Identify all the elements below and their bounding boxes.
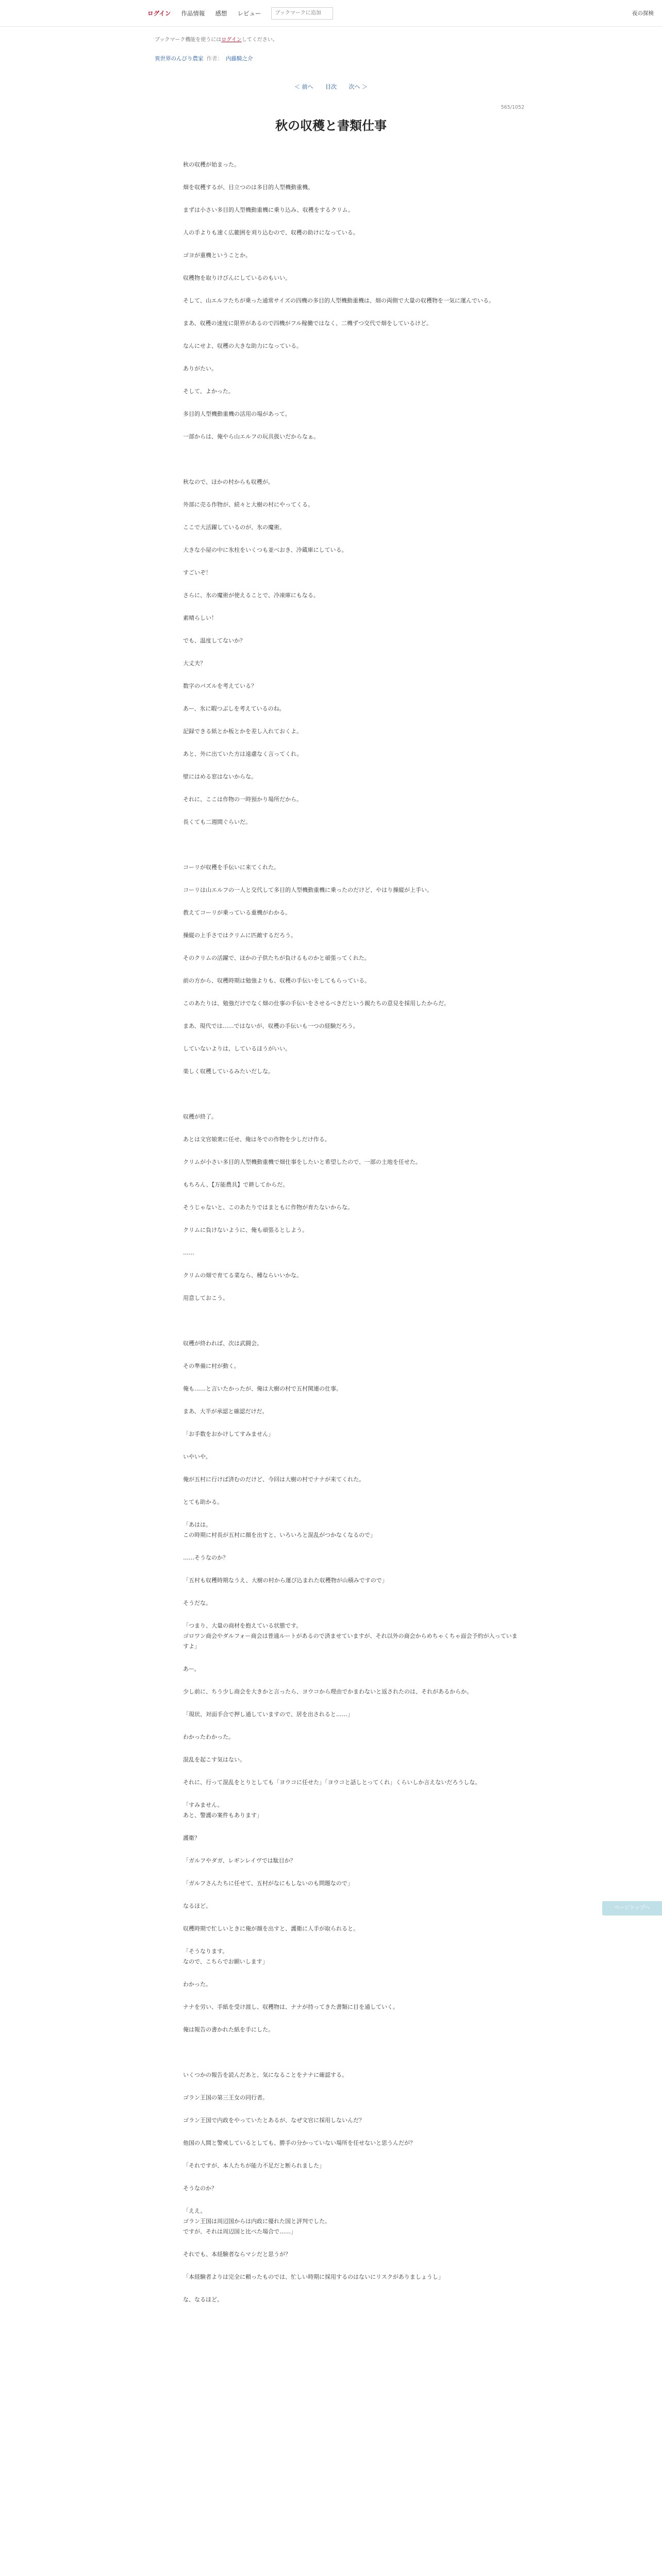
body-paragraph: クリムの畑で育てる菜なら、種ならいいかな。 [183,1272,302,1279]
toc-link[interactable]: 目次 [325,83,337,90]
body-paragraph: なんにせよ、収穫の大きな助力になっている。 [183,343,302,349]
body-paragraph: それでも、本経験者ならマシだと思うが？ [183,2251,291,2258]
nav-novel-info[interactable]: 作品情報 [181,9,205,17]
notice-login-link[interactable]: ログイン [221,37,242,43]
nav-reviews[interactable]: レビュー [237,9,261,17]
bookmark-notice [155,35,278,43]
body-paragraph: 俺も……と言いたかったが、俺は大樹の村で五村関連の仕事。 [183,1385,342,1392]
body-paragraph: その準備に村が動く。 [183,1363,240,1369]
body-paragraph [183,454,518,477]
body-paragraph: そうじゃないと、このあたりではまともに作物が育たないからな。 [183,1204,353,1211]
body-paragraph: 「現状、対面手合で押し通していますので、居を出されると……」 [183,1711,353,1718]
body-paragraph: 数字のパズルを考えている？ [183,683,257,689]
body-paragraph: …… [183,1249,194,1256]
body-paragraph: 収穫時期で忙しいときに俺が顔を出すと、護衛に人手が取られると。 [183,1925,359,1932]
login-link[interactable]: ログイン [147,9,171,17]
body-paragraph: 多目的人型機動重機の活用の場があって。 [183,411,291,417]
body-paragraph: 秋なので、ほかの村からも収穫が。 [183,479,274,485]
body-paragraph: 秋の収穫が始まった。 [183,161,240,168]
body-paragraph: 壁にはめる窓はないからな。 [183,773,257,780]
body-paragraph: なるほど。 [183,1903,211,1909]
body-paragraph: コーリが収穫を手伝いに来てくれた。 [183,864,279,871]
body-paragraph: もちろん、【万能農具】で耕してからだ。 [183,1181,289,1188]
breadcrumb [155,55,253,62]
page-top-button[interactable]: ページトップへ [602,1901,662,1916]
body-paragraph [183,840,518,862]
chapter-pager [0,82,662,91]
body-paragraph: 混乱を起こす気はない。 [183,1756,245,1763]
body-paragraph: 楽しく収穫しているみたいだしな。 [183,1068,274,1075]
notice-suffix: してください。 [241,37,278,43]
body-paragraph: 「そうなります。 なので、こちらでお願いします」 [183,1948,268,1965]
body-paragraph [183,1316,518,1338]
body-paragraph: 大丈夫？ [183,660,206,667]
body-paragraph: 長くても二週間ぐらいだ。 [183,819,251,825]
body-paragraph: そのクリムの活躍で、ほかの子供たちが負けるものかと頑張ってくれた。 [183,955,370,961]
body-paragraph: ここで大活躍しているのが、氷の魔術。 [183,524,285,531]
body-paragraph: ゴラン王国の第三王女の同行者。 [183,2094,268,2101]
bookmark-input[interactable] [271,7,333,20]
breadcrumb-novel-title[interactable]: 異世界のんびり農家 [155,56,204,62]
notice-prefix: ブックマーク機能を使うには [155,37,222,43]
body-paragraph: それに、行って混乱をとりとしても「ヨウコに任せた」「ヨウコと話しとってくれ」くらいしか言えないだろうしな。 [183,1779,481,1786]
chapter-body [183,160,518,2317]
body-paragraph: 「あはは。 この時期に村長が五村に顔を出すと、いろいろと混乱がつかなくなるので」 [183,1521,376,1538]
body-paragraph: あと、外に出ていた方は遠慮なく言ってくれ。 [183,751,303,757]
body-paragraph: そして、よかった。 [183,388,234,395]
body-paragraph: 少し前に、ちう少し商会を大きかと言ったら、ヨウコから理由でかまわないと返されたのは、それがあるからか。 [183,1688,472,1695]
body-paragraph: まずは小さい多目的人型機動重機に乗り込み、収穫をするクリム。 [183,207,354,213]
prev-chapter-link[interactable]: ＜ 前へ [294,83,313,90]
body-paragraph: ゴヨが重機ということか。 [183,252,251,259]
body-paragraph: 用意しておこう。 [183,1295,228,1301]
body-paragraph: 素晴らしい！ [183,615,217,621]
body-paragraph: このあたりは、勉強だけでなく畑の仕事の手伝いをさせるべきだという親たちの意見を採用したからだ。 [183,1000,450,1007]
body-paragraph: コーリは山エルフの一人と交代して多目的人型機動重機に乗ったのだけど、やはり操縦が上手い。 [183,887,433,893]
body-paragraph: 他国の人間と警戒しているとしても、勝手の分かっていない場所を任せないと思うんだが？ [183,2140,416,2146]
body-paragraph: 前の方から、収穫時期は勉強よりも、収穫の手伝いをしてもらっている。 [183,977,370,984]
body-paragraph: 「お手数をおかけしてすみません」 [183,1431,274,1437]
body-paragraph: 「ガルフやダガ、レギンレイヴでは駄目か？ [183,1857,296,1864]
body-paragraph [183,1089,518,1112]
body-paragraph: ありがたい。 [183,365,217,372]
body-paragraph: 一部からは、俺やら山エルフの玩具扱いだからなぁ。 [183,433,319,440]
body-paragraph: まあ、収穫の速度に限界があるので四機がフル稼働ではなく、二機ずつ交代で畑をしているけど。 [183,320,432,327]
breadcrumb-author-label: 作者： [206,56,223,62]
body-paragraph: でも、温度してないか？ [183,637,245,644]
body-paragraph: 「すみません。 あと、警護の案件もあります」 [183,1802,262,1819]
body-paragraph: わかったわかった。 [183,1734,234,1740]
body-paragraph: ……そうなのか？ [183,1554,228,1561]
body-paragraph: 「ええ。 ゴラン王国は周辺国からは内政に優れた国と評判でした。 ですが、それは周辺国と比べた場合で……」 [183,2208,330,2235]
body-paragraph: あー、氷に暇つぶしを考えているのね。 [183,705,285,712]
body-paragraph [183,2047,518,2070]
site-header [0,0,662,27]
body-paragraph: すごいぞ！ [183,569,211,576]
body-paragraph: 記録できる紙とか板とかを差し入れておくよ。 [183,728,302,735]
body-paragraph: 収穫が終われば、次は武闘会。 [183,1340,262,1347]
chapter-title: 秋の収穫と書類仕事 [275,118,387,133]
body-paragraph: あとは文官娘衆に任せ、俺は冬での作物を少しだけ作る。 [183,1136,330,1143]
body-paragraph: まあ、現代では……ではないが、収穫の手伝いも一つの経験だろう。 [183,1023,359,1029]
body-paragraph: 教えてコーリが乗っている重機がわかる。 [183,909,291,916]
body-paragraph: 「本経験者よりは完全に頼ったものでは、忙しい時期に採用するのはないにリスクがありましょうし」 [183,2274,444,2280]
body-paragraph: 「それですが、本人たちが能力不足だと断られました」 [183,2162,325,2169]
body-paragraph: 俺が五村に行けば済むのだけど、今回は大樹の村でナナが来てくれた。 [183,1476,365,1483]
body-paragraph: とても助かる。 [183,1499,223,1505]
body-paragraph: わかった。 [183,1981,211,1988]
body-paragraph: 収穫物を取りけびんにしているのもいい。 [183,275,291,281]
body-paragraph: さらに、氷の魔術が使えることで、冷凍庫にもなる。 [183,592,319,599]
body-paragraph: 「五村も収穫時期なうえ、大樹の村から運び込まれた収穫物が山積みですので」 [183,1577,388,1584]
body-paragraph: いくつかの報告を読んだあと、気になることをナナに確認する。 [183,2072,347,2078]
body-paragraph: ナナを労い、手紙を受け渡し、収穫物は、ナナが持ってきた書類に目を通していく。 [183,2004,399,2010]
body-paragraph: 操縦の上手さではクリムに匹敵するだろう。 [183,932,296,939]
body-paragraph: 外部に売る作物が、続々と大樹の村にやってくる。 [183,501,313,508]
body-paragraph: 大きな小屋の中に氷柱をいくつも並べおき、冷蔵庫にしている。 [183,547,347,553]
body-paragraph: な、なるほど。 [183,2296,223,2303]
darkmode-toggle[interactable]: 夜の探検 [632,10,654,16]
breadcrumb-author[interactable]: 内藤騎之介 [226,56,253,62]
body-paragraph: 人の手よりも速く広範囲を刈り込むので、収穫の助けになっている。 [183,229,359,236]
body-paragraph: クリムが小さい多目的人型機動重機で畑仕事をしたいと希望したので、一部の土地を任せた。 [183,1159,421,1165]
body-paragraph: そして、山エルフたちが乗った通常サイズの四機の多目的人型機動重機は、畑の両側で大量の収穫物を一気に運んでいる。 [183,297,494,304]
body-paragraph: ゴラン王国で内政をやっていたとあるが、なぜ文官に採用しないんだ？ [183,2117,365,2124]
next-chapter-link[interactable]: 次へ ＞ [349,83,368,90]
body-paragraph: あー。 [183,1666,200,1672]
body-paragraph: 護衛？ [183,1835,200,1841]
body-paragraph: まあ、大半が承認と確認だけだ。 [183,1408,268,1415]
chapter-number: 565/1052 [501,105,524,110]
body-paragraph: いやいや。 [183,1453,211,1460]
body-paragraph: 「つまり、大量の商材を抱えている状態です。 ゴロワン商会やダルフォー商会は普通ルートがあるので済ませていますが、それ以外の商会からめちゃくちゃ面会予約が入っていますよ」 [183,1622,518,1650]
body-paragraph: そうなのか？ [183,2185,217,2192]
body-paragraph: 俺は報告の書かれた紙を手にした。 [183,2026,274,2033]
body-paragraph: 収穫が終了。 [183,1113,217,1120]
body-paragraph: クリムに負けないように、俺も頑張るとしよう。 [183,1227,308,1233]
global-nav [147,7,333,20]
body-paragraph: していないよりは、しているほうがいい。 [183,1045,291,1052]
body-paragraph: 「ガルフさんたちに任せて、五村がなにもしないのも問題なので」 [183,1880,353,1887]
body-paragraph: そうだな。 [183,1600,211,1606]
nav-impressions[interactable]: 感想 [215,9,227,17]
body-paragraph: 畑を収穫するが、目立つのは多目的人型機動重機。 [183,184,313,191]
body-paragraph: それに、ここは作物の一時預かり場所だから。 [183,796,302,803]
